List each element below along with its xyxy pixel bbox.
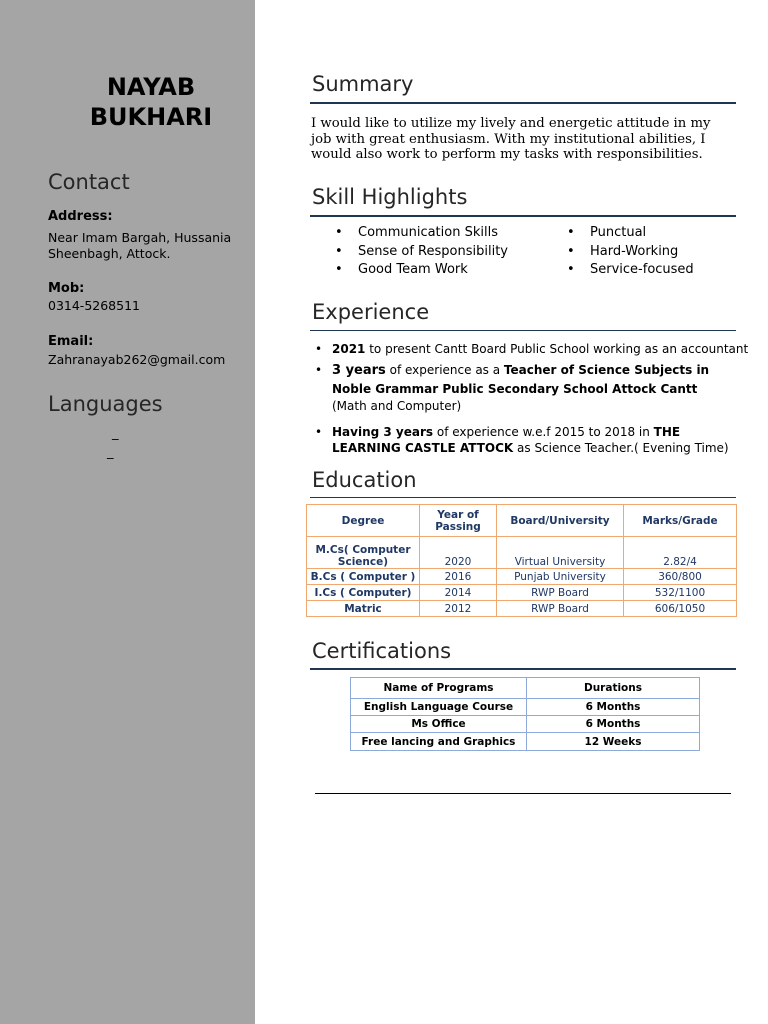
table-row <box>351 699 700 716</box>
name-line-1: NAYAB <box>106 73 196 101</box>
education-table <box>306 504 737 617</box>
language-item: _ <box>112 426 119 441</box>
experience-heading: Experience <box>312 300 430 324</box>
certifications-rule <box>310 668 736 670</box>
marks-cell: 606/1050 <box>624 601 737 617</box>
skills-rule <box>310 215 736 217</box>
board-cell: Virtual University <box>497 537 624 569</box>
sidebar <box>0 0 255 1024</box>
duration-cell: 6 Months <box>527 699 700 716</box>
degree-cell: Matric <box>307 601 420 617</box>
skills-list-right <box>567 225 694 281</box>
skills-list-left <box>335 225 508 281</box>
certifications-heading: Certifications <box>312 639 452 663</box>
column-header: Degree <box>307 505 420 537</box>
degree-cell: M.Cs( Computer Science) <box>307 537 420 569</box>
table-row <box>307 537 737 569</box>
degree-cell: I.Cs ( Computer) <box>307 585 420 601</box>
experience-role: as Science Teacher.( Evening Time) <box>513 440 729 455</box>
table-header-row <box>351 678 700 699</box>
experience-year: 2021 <box>332 342 366 356</box>
experience-item <box>315 361 735 416</box>
experience-text: to present Cantt Board Public School working as an accountant <box>365 342 749 356</box>
address-value <box>48 230 231 262</box>
table-row <box>351 716 700 733</box>
name-line-2: BUKHARI <box>89 103 213 131</box>
duration-cell: 6 Months <box>527 716 700 733</box>
column-header: Board/University <box>497 505 624 537</box>
program-cell: Ms Office <box>351 716 527 733</box>
language-item: _ <box>107 445 114 460</box>
experience-rule <box>310 330 736 331</box>
address-line-2: Sheenbagh, Attock. <box>48 246 171 261</box>
summary-text: I would like to utilize my lively and energetic attitude in my job with great enthusiasm. With my institutional abilities, I would also work to perform my tasks with responsibilities. <box>311 116 711 162</box>
board-cell: RWP Board <box>497 601 624 617</box>
email-label: Email: <box>48 334 94 349</box>
bottom-divider <box>315 793 731 794</box>
column-header: Durations <box>527 678 700 699</box>
experience-role: Teacher of Science Subjects in Noble Grammar Public Secondary School Attock Cantt <box>332 363 710 396</box>
education-rule <box>310 497 736 498</box>
skill-item: • Hard-Working <box>567 244 694 263</box>
address-line-1: Near Imam Bargah, Hussania <box>48 230 232 245</box>
experience-text: of experience w.e.f 2015 to 2018 in <box>433 425 654 439</box>
email-value: Zahranayab262@gmail.com <box>48 352 226 367</box>
table-header-row <box>307 505 737 537</box>
bullet-icon: • <box>315 425 323 439</box>
address-label: Address: <box>48 209 113 224</box>
experience-text: of experience as a <box>385 363 504 377</box>
candidate-name <box>48 72 254 132</box>
table-row <box>307 569 737 585</box>
year-cell: 2020 <box>420 537 497 569</box>
experience-duration: Having 3 years <box>332 425 434 439</box>
year-cell: 2016 <box>420 569 497 585</box>
marks-cell: 2.82/4 <box>624 537 737 569</box>
table-row <box>351 733 700 751</box>
education-heading: Education <box>312 468 417 492</box>
column-header: Name of Programs <box>351 678 527 699</box>
duration-cell: 12 Weeks <box>527 733 700 751</box>
marks-cell: 360/800 <box>624 569 737 585</box>
skill-item: • Punctual <box>567 225 694 244</box>
experience-item <box>315 342 749 360</box>
summary-rule <box>310 102 736 104</box>
experience-item <box>315 425 735 457</box>
languages-heading: Languages <box>48 392 163 416</box>
mob-value: 0314-5268511 <box>48 298 140 313</box>
experience-subjects: (Math and Computer) <box>332 399 462 413</box>
degree-cell: B.Cs ( Computer ) <box>307 569 420 585</box>
contact-heading: Contact <box>48 170 130 194</box>
board-cell: Punjab University <box>497 569 624 585</box>
skills-heading: Skill Highlights <box>312 185 468 209</box>
year-cell: 2012 <box>420 601 497 617</box>
column-header: Year of Passing <box>420 505 497 537</box>
experience-institution: THE LEARNING CASTLE ATTOCK <box>332 425 681 455</box>
bullet-icon: • <box>315 342 323 356</box>
skill-item: • Communication Skills <box>335 225 508 244</box>
bullet-icon: • <box>315 363 323 377</box>
column-header: Marks/Grade <box>624 505 737 537</box>
year-cell: 2014 <box>420 585 497 601</box>
program-cell: English Language Course <box>351 699 527 716</box>
skill-item: • Service-focused <box>567 262 694 281</box>
program-cell: Free lancing and Graphics <box>351 733 527 751</box>
summary-heading: Summary <box>312 72 414 96</box>
skill-item: • Sense of Responsibility <box>335 244 508 263</box>
marks-cell: 532/1100 <box>624 585 737 601</box>
certifications-table <box>350 677 700 751</box>
table-row <box>307 601 737 617</box>
table-row <box>307 585 737 601</box>
mob-label: Mob: <box>48 281 85 296</box>
experience-duration: 3 years <box>332 363 386 378</box>
skill-item: • Good Team Work <box>335 262 508 281</box>
board-cell: RWP Board <box>497 585 624 601</box>
